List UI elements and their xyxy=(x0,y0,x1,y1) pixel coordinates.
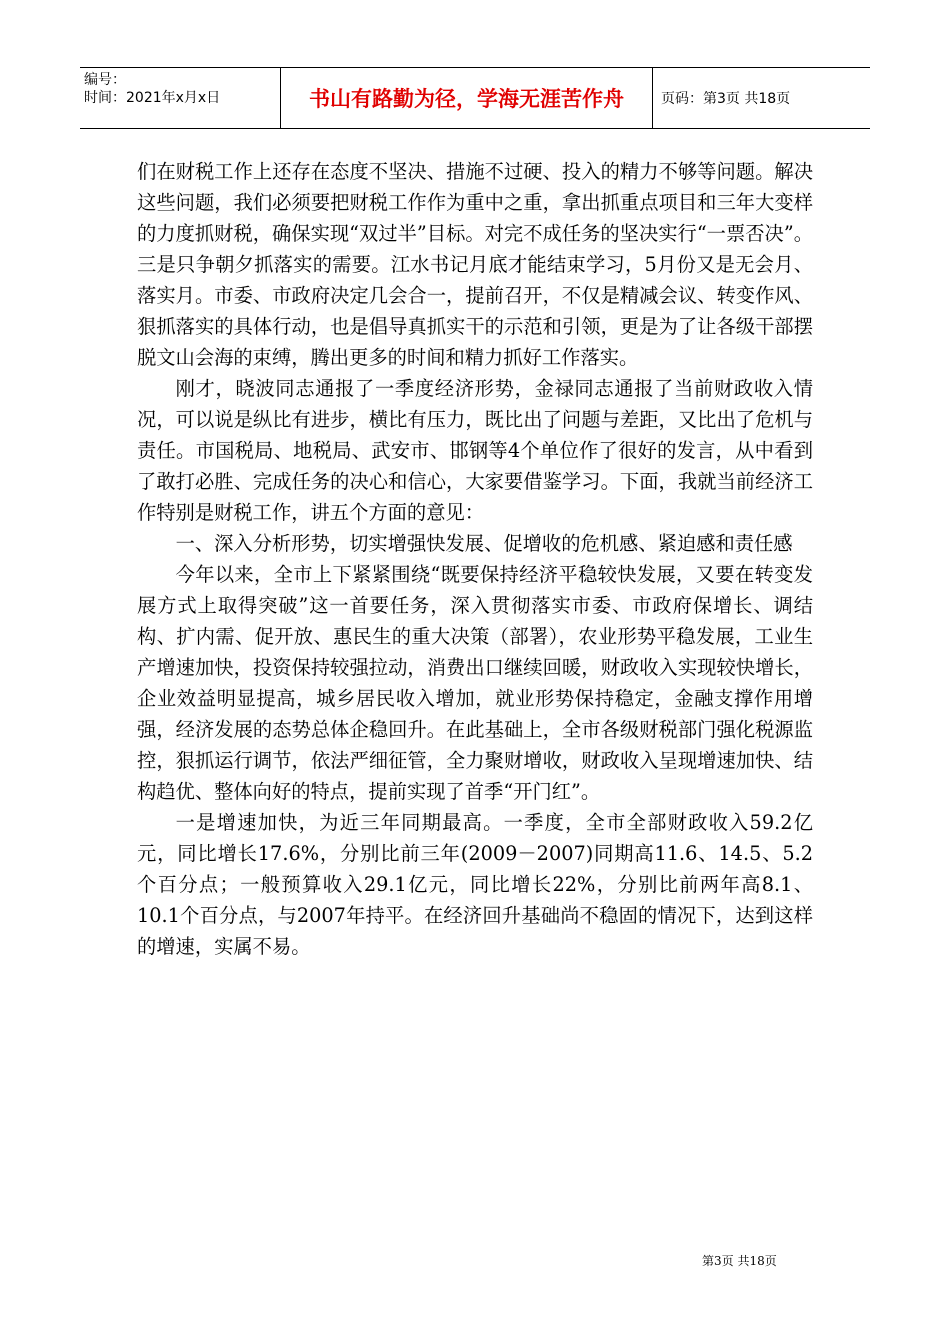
header-meta xyxy=(80,68,281,128)
document-body xyxy=(137,156,813,962)
section-heading: 一、深入分析形势，切实增强快发展、促增收的危机感、紧迫感和责任感 xyxy=(175,532,793,555)
body-paragraph: 一是增速加快，为近三年同期最高。一季度，全市全部财政收入59.2亿元，同比增长17.6%，分别比前三年(2009－2007)同期高11.6、14.5、5.2个百分点；一般预算收入29.1亿元，同比增长22%，分别比前两年高8.1、10.1个百分点，与2007年持平。在经济回升基础尚不稳固的情况下，达到这样的增速，实属不易。 xyxy=(137,811,813,958)
body-paragraph: 刚才，晓波同志通报了一季度经济形势，金禄同志通报了当前财政收入情况，可以说是纵比有进步，横比有压力，既比出了问题与差距，又比出了危机与责任。市国税局、地税局、武安市、邯钢等4个单位作了很好的发言，从中看到了敢打必胜、完成任务的决心和信心，大家要借鉴学习。下面，我就当前经济工作特别是财税工作，讲五个方面的意见： xyxy=(137,377,813,524)
document-time-label: 时间：2021年x月x日 xyxy=(84,90,221,106)
document-number-label: 编号： xyxy=(84,72,126,88)
page-header xyxy=(80,67,870,129)
page-footer: 第3页 共18页 xyxy=(702,1254,777,1268)
body-paragraph: 今年以来，全市上下紧紧围绕“既要保持经济平稳较快发展，又要在转变发展方式上取得突破”这一首要任务，深入贯彻落实市委、市政府保增长、调结构、扩内需、促开放、惠民生的重大决策（部署），农业形势平稳发展，工业生产增速加快，投资保持较强拉动，消费出口继续回暖，财政收入实现较快增长，企业效益明显提高，城乡居民收入增加，就业形势保持稳定，金融支撑作用增强，经济发展的态势总体企稳回升。在此基础上，全市各级财税部门强化税源监控，狠抓运行调节，依法严细征管，全力聚财增收，财政收入呈现增速加快、结构趋优、整体向好的特点，提前实现了首季“开门红”。 xyxy=(137,563,813,803)
body-paragraph: 们在财税工作上还存在态度不坚决、措施不过硬、投入的精力不够等问题。解决这些问题，我们必须要把财税工作作为重中之重，拿出抓重点项目和三年大变样的力度抓财税，确保实现“双过半”目标。对完不成任务的坚决实行“一票否决”。三是只争朝夕抓落实的需要。江水书记月底才能结束学习，5月份又是无会月、落实月。市委、市政府决定几会合一，提前召开，不仅是精减会议、转变作风、狠抓落实的具体行动，也是倡导真抓实干的示范和引领，更是为了让各级干部摆脱文山会海的束缚，腾出更多的时间和精力抓好工作落实。 xyxy=(137,160,813,369)
header-motto: 书山有路勤为径，学海无涯苦作舟 xyxy=(281,68,653,128)
header-page-number: 页码：第3页 共18页 xyxy=(661,91,791,107)
